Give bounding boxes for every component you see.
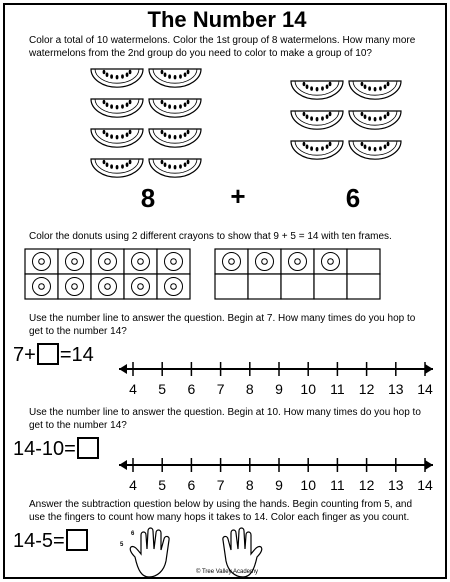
ten-frame-cell[interactable] <box>314 274 347 299</box>
number-line-label: 11 <box>330 477 345 493</box>
number-line-label: 5 <box>158 477 167 493</box>
ten-frame-cell[interactable] <box>215 274 248 299</box>
watermelon-slice[interactable] <box>91 129 143 147</box>
number-line-label: 14 <box>417 477 433 493</box>
subtraction1-left: 14-10= <box>13 438 76 460</box>
ten-frame-cell[interactable] <box>58 249 91 274</box>
number-line-label: 12 <box>358 381 375 397</box>
watermelon-slice[interactable] <box>349 141 401 159</box>
subtraction2-left: 14-5= <box>13 530 65 552</box>
number-line-label: 12 <box>358 477 375 493</box>
watermelon-instruction: Color a total of 10 watermelons. Color the 1st group of 8 watermelons. How many more watermelons from the 2nd group do you need to color to make a group of 10? <box>29 35 416 59</box>
number-line-label: 8 <box>245 477 254 493</box>
watermelon-slice[interactable] <box>291 141 343 159</box>
hands-start-label: 5 <box>120 542 124 548</box>
worksheet-page <box>3 3 447 579</box>
page-title: The Number 14 <box>147 7 307 32</box>
ten-frame-cell[interactable] <box>25 274 58 299</box>
ten-frame-cell[interactable] <box>124 249 157 274</box>
watermelon-slice[interactable] <box>349 81 401 99</box>
number-line-label: 14 <box>417 381 433 397</box>
number-line-label: 4 <box>129 381 137 397</box>
ten-frame-cell[interactable] <box>124 274 157 299</box>
number-line-label: 13 <box>388 381 404 397</box>
ten-frame-cell[interactable] <box>157 274 190 299</box>
ten-frame-cell[interactable] <box>58 274 91 299</box>
numberline2-instruction: Use the number line to answer the question. Begin at 10. How many times do you hop to get to the number 14? <box>29 407 421 431</box>
watermelon-groups[interactable] <box>5 61 449 181</box>
number-line-label: 7 <box>216 477 225 493</box>
plus-sign: + <box>230 181 246 211</box>
watermelon-slice[interactable] <box>149 69 201 87</box>
watermelon-slice[interactable] <box>149 99 201 117</box>
ten-frames[interactable] <box>5 247 449 303</box>
watermelon-slice[interactable] <box>149 159 201 177</box>
addition-left: 7+ <box>13 344 36 366</box>
ten-frame-cell[interactable] <box>157 249 190 274</box>
number-line-1[interactable] <box>115 357 439 403</box>
addition-right: =14 <box>59 344 94 366</box>
watermelon-slice[interactable] <box>291 81 343 99</box>
number-line-label: 4 <box>129 477 137 493</box>
ten-frame-cell[interactable] <box>25 249 58 274</box>
hands-instruction: Answer the subtraction question below by using the hands. Begin counting from 5, and use the fingers to count how many hops it takes to 14. Color each finger as you count. <box>29 499 413 523</box>
number-line-label: 9 <box>275 381 283 397</box>
ten-frame-cell[interactable] <box>314 249 347 274</box>
watermelon-slice[interactable] <box>291 111 343 129</box>
ten-frame-cell[interactable] <box>91 249 124 274</box>
number-line-2[interactable] <box>115 453 439 499</box>
addition-equation <box>13 343 94 367</box>
ten-frame-cell[interactable] <box>281 249 314 274</box>
number-line-label: 11 <box>330 381 345 397</box>
first-finger-label: 6 <box>131 531 135 537</box>
numberline1-instruction: Use the number line to answer the question. Begin at 7. How many times do you hop to get to the number 14? <box>29 313 416 337</box>
ten-frame-cell[interactable] <box>248 274 281 299</box>
number-line-label: 6 <box>187 477 196 493</box>
subtraction-equation-1 <box>13 437 100 461</box>
group2-count-label: 6 <box>345 183 361 213</box>
watermelon-slice[interactable] <box>349 111 401 129</box>
group1-count-label: 8 <box>140 183 156 213</box>
ten-frame-instruction: Color the donuts using 2 different crayons to show that 9 + 5 = 14 with ten frames. <box>29 231 392 242</box>
subtraction2-answer-box[interactable] <box>66 529 88 551</box>
footer-credit: © Tree Valley Academy <box>195 569 258 575</box>
ten-frame-cell[interactable] <box>281 274 314 299</box>
number-line-label: 10 <box>300 477 316 493</box>
number-line-label: 8 <box>245 381 254 397</box>
number-line-label: 13 <box>388 477 404 493</box>
number-line-label: 9 <box>275 477 283 493</box>
number-line-label: 5 <box>158 381 167 397</box>
ten-frame-cell[interactable] <box>91 274 124 299</box>
ten-frame-cell[interactable] <box>347 249 380 274</box>
addition-answer-box[interactable] <box>37 343 59 365</box>
watermelon-slice[interactable] <box>149 129 201 147</box>
ten-frame-cell[interactable] <box>347 274 380 299</box>
subtraction-equation-2 <box>13 529 89 553</box>
watermelon-slice[interactable] <box>91 159 143 177</box>
watermelon-slice[interactable] <box>91 69 143 87</box>
watermelon-slice[interactable] <box>91 99 143 117</box>
number-line-label: 6 <box>187 381 196 397</box>
number-line-label: 7 <box>216 381 225 397</box>
ten-frame-cell[interactable] <box>215 249 248 274</box>
subtraction1-answer-box[interactable] <box>77 437 99 459</box>
number-line-label: 10 <box>300 381 316 397</box>
ten-frame-cell[interactable] <box>248 249 281 274</box>
